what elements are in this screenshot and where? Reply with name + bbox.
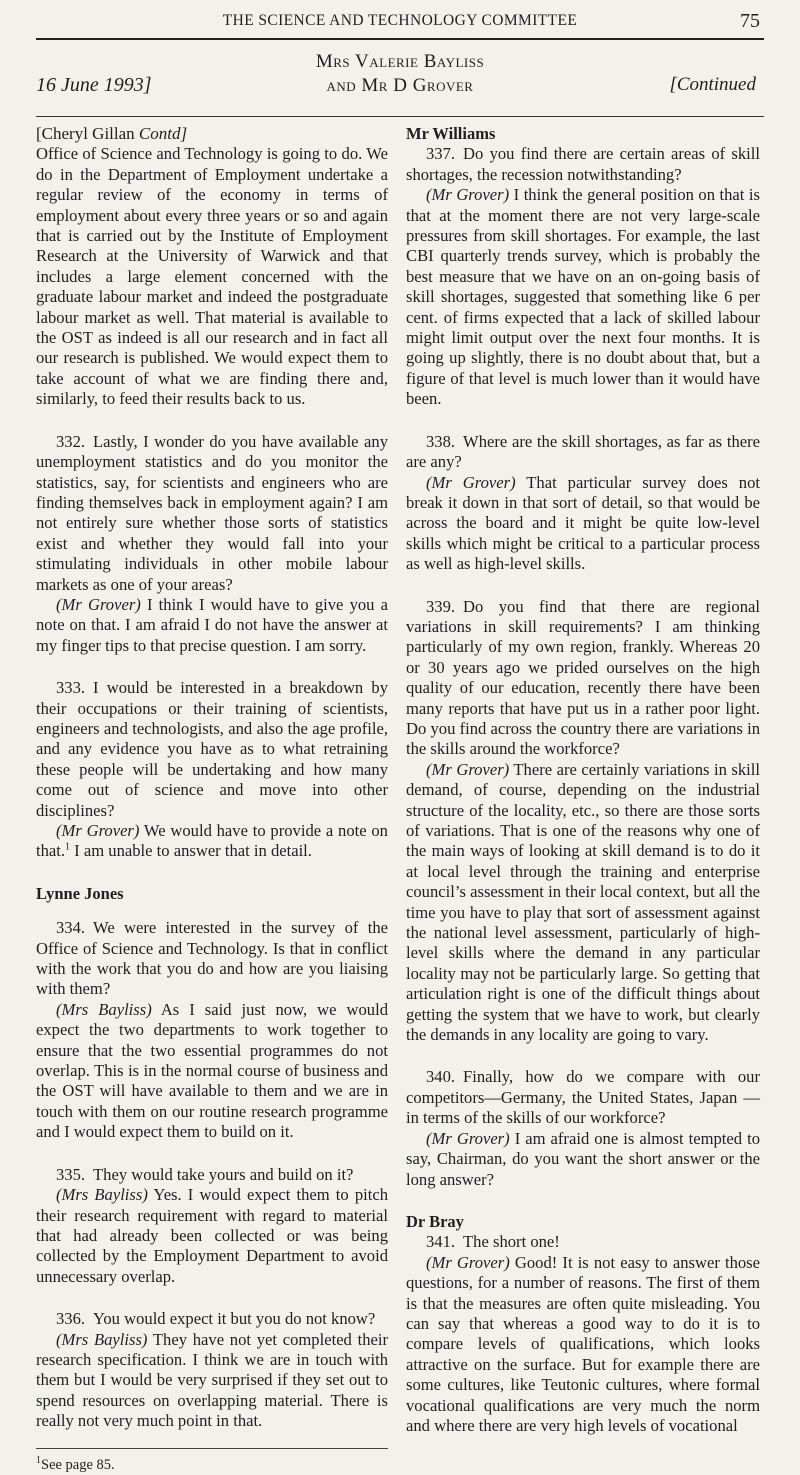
answer-text: There are certainly variations in skill demand, of course, depending on the industrial structure of the locality, etc., so there are those sorts of variations. That is one of the reasons why one of the main ways of looking at skill demand is to do it at local level through the training and enterprise council’s assessment in their local context, but all the time you have to play that sort of assessment against the national level assessment, particularly of high-level skills where the demand in any particular locality may not be particularly large. So getting that articulation right is one of the difficult things about getting the system that we have to work, but clearly the demands in any locality are going to vary. xyxy=(406,759,761,1045)
continued-speaker xyxy=(36,124,388,144)
question-number: 336. xyxy=(56,1309,86,1329)
question-text: Lastly, I wonder do you have available any unemployment statistics and do you monitor the statistics, say, for scientists and engineers who are finding themselves back in employment again? I am not entirely sure whether those sorts of statistics exist and whether they would fall into your stimulating individuals in other mobile labour markets as one of your areas? xyxy=(36,431,388,594)
answer-335 xyxy=(36,1185,388,1287)
footnote-marker: 1 xyxy=(65,841,71,853)
answer-text: I am afraid one is almost tempted to say, Chairman, do you want the short answer or the long answer? xyxy=(406,1128,760,1189)
footnote-rule xyxy=(36,1448,388,1449)
speaker-heading: Lynne Jones xyxy=(36,883,124,903)
right-column xyxy=(406,124,760,1436)
speaker-heading: Mr Williams xyxy=(406,124,496,143)
answer-341 xyxy=(406,1253,760,1437)
committee-title: THE SCIENCE AND TECHNOLOGY COMMITTEE xyxy=(222,12,578,29)
question-number: 339. xyxy=(426,596,456,616)
question-text: We were interested in the survey of the Office of Science and Technology. Is that in conflict with the work that you do and how are you liaising with them? xyxy=(36,918,388,999)
answer-336 xyxy=(36,1330,388,1432)
answer-text: Yes. I would expect them to pitch their research requirement with regard to material that had already been collected or was being collected by the Employment Department to avoid unnecessary overlap. xyxy=(36,1185,389,1286)
answer-speaker: (Mr Grover) xyxy=(426,185,510,205)
answer-speaker: (Mrs Bayliss) xyxy=(56,999,152,1019)
subhead-rule xyxy=(36,116,764,117)
left-column xyxy=(36,124,388,1475)
question-338 xyxy=(406,432,760,473)
question-337 xyxy=(406,144,760,185)
answer-speaker: (Mr Grover) xyxy=(426,1128,510,1148)
answer-text: That particular survey does not break it down in that sort of detail, so that would be across the board and it might be quite low-level skills which might be critical to a particular process as well as high-level skills. xyxy=(406,472,760,574)
page-number: 75 xyxy=(740,10,760,32)
answer-speaker: (Mr Grover) xyxy=(426,759,510,779)
question-text: Do you find there are certain areas of skill shortages, the recession notwithstanding? xyxy=(406,144,760,184)
session-header xyxy=(36,48,764,112)
answer-speaker: (Mr Grover) xyxy=(56,594,141,614)
answer-text: I think I would have to give you a note on that. I am afraid I do not have the answer at my finger tips to that precise question. I am sorry. xyxy=(36,594,388,655)
witnesses xyxy=(36,50,764,98)
question-341 xyxy=(406,1232,760,1252)
question-332 xyxy=(36,432,388,595)
speaker-heading: Dr Bray xyxy=(406,1211,464,1231)
answer-text: I am unable to answer that in detail. xyxy=(70,841,312,861)
answer-334 xyxy=(36,1000,388,1143)
answer-speaker: (Mrs Bayliss) xyxy=(56,1185,148,1205)
question-339 xyxy=(406,597,760,760)
answer-338 xyxy=(406,473,760,575)
answer-340 xyxy=(406,1129,760,1190)
contd-label: Contd] xyxy=(138,124,188,143)
witnesses-line-2: and Mr D Grover xyxy=(326,75,474,96)
header-rule xyxy=(36,38,764,40)
answer-text: As I said just now, we would expect the two departments to work together to ensure that the two essential programmes do not overlap. This is in the normal course of business and the OST will have available to them and we are in touch with them on our routine research programme and I would expect them to build on it. xyxy=(36,999,388,1142)
answer-text: Good! It is not easy to answer those questions, for a number of reasons. The first of them is that the measures are often quite misleading. You can say that whereas a good way to do it is to compare levels of qualifications, which looks attractive on the surface. But for example there are some cultures, like Teutonic cultures, where formal vocational qualifications are very much the norm and where there are very high levels of vocational xyxy=(406,1252,760,1435)
paragraph: Office of Science and Technology is going to do. We do in the Department of Employment undertake a regular review of the economy in terms of employment about every three years or so and again that is carried out by the Institute of Employment Research at the University of Warwick and that includes a large element concerned with the graduate labour market and indeed the postgraduate labour market as well. That material is available to the OST as indeed is all our research and in fact all our research is published. We would expect them to take account of what we are finding there and, similarly, to feed their results back to us. xyxy=(36,144,388,409)
question-number: 338. xyxy=(426,431,456,451)
answer-speaker: (Mr Grover) xyxy=(426,1252,510,1272)
question-number: 340. xyxy=(426,1067,456,1087)
question-333 xyxy=(36,678,388,821)
question-text: Do you find that there are regional variations in skill requirements? I am thinking particularly of my own region, frankly. Whereas 20 or 30 years ago we prided ourselves on the high quality of our education, recently there have been many reports that have put us in a rather poor light. Do you find across the country there are variations in the skills around the workforce? xyxy=(406,596,760,759)
question-335 xyxy=(36,1165,388,1185)
question-text: Finally, how do we compare with our competitors—Germany, the United States, Japan —in terms of the skills of our workforce? xyxy=(406,1067,760,1128)
footnote-marker: 1 xyxy=(36,1454,41,1466)
question-334 xyxy=(36,918,388,1000)
question-number: 335. xyxy=(56,1164,86,1184)
continued-label: [Continued xyxy=(669,74,756,95)
running-head xyxy=(36,10,764,34)
question-text: You would expect it but you do not know? xyxy=(93,1309,376,1329)
question-number: 334. xyxy=(56,918,86,938)
answer-332 xyxy=(36,595,388,656)
answer-333 xyxy=(36,821,388,862)
question-text: Where are the skill shortages, as far as there are any? xyxy=(406,431,760,472)
witnesses-line-1: Mrs Valerie Bayliss xyxy=(315,51,485,72)
answer-339 xyxy=(406,760,760,1046)
footnote-text: See page 85. xyxy=(41,1456,115,1473)
question-336 xyxy=(36,1309,388,1329)
question-number: 332. xyxy=(56,431,86,451)
answer-speaker: (Mr Grover) xyxy=(56,821,140,840)
speaker-name: [Cheryl Gillan xyxy=(36,124,139,143)
answer-speaker: (Mr Grover) xyxy=(426,472,516,492)
question-text: They would take yours and build on it? xyxy=(93,1164,354,1184)
question-number: 333. xyxy=(56,678,86,698)
answer-speaker: (Mrs Bayliss) xyxy=(56,1329,148,1349)
question-340 xyxy=(406,1067,760,1128)
answer-text: I think the general position on that is that at the moment there are not very large-scale pressures from skill shortages. For example, the last CBI quarterly trends survey, which is probably the best measure that we have on an on-going basis of skill shortages, suggested that something like 6 per cent. of firms expected that a lack of skilled labour might limit output over the next four months. It is going up slightly, there is no doubt about that, but a figure of that level is much lower than it would have been. xyxy=(406,185,760,409)
answer-337 xyxy=(406,185,760,409)
footnote xyxy=(36,1455,388,1475)
answer-text: They have not yet completed their research specification. I think we are in touch with them but I would be very surprised if they set out to spend resources on overlapping material. There is really not very much point in that. xyxy=(36,1329,388,1431)
question-text: I would be interested in a breakdown by their occupations or their training of scientists, engineers and technologists, and also the age profile, and any evidence you have as to what retraining these people will be undertaking and how many come out of science and move into other disciplines? xyxy=(36,678,388,820)
answer-text: We would have to provide a note on that. xyxy=(36,821,388,861)
question-text: The short one! xyxy=(463,1232,560,1252)
question-number: 341. xyxy=(426,1232,456,1252)
question-number: 337. xyxy=(426,144,456,164)
session-date: 16 June 1993] xyxy=(36,74,152,96)
